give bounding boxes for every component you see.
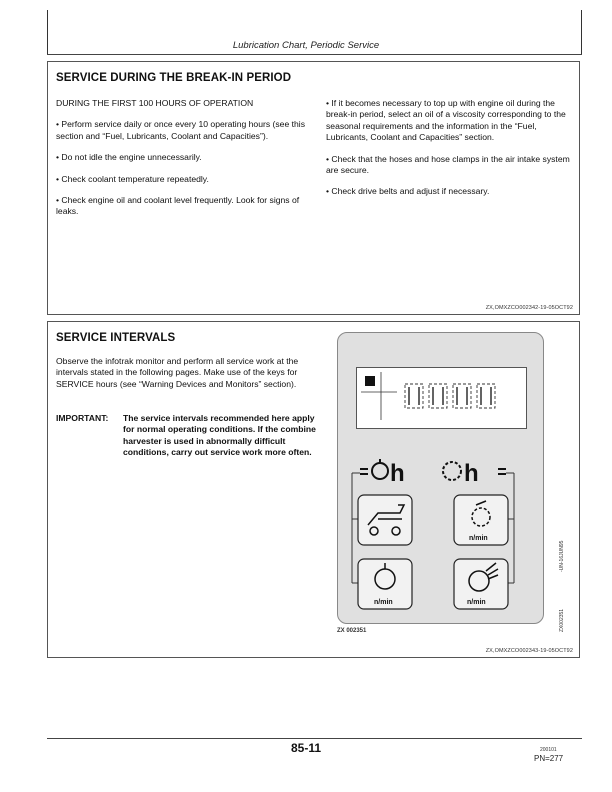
header-rule	[47, 54, 582, 55]
separator-hours-key-h: h	[464, 460, 479, 487]
break-in-item: • Check coolant temperature repeatedly.	[56, 173, 209, 184]
service-intervals-reference-code: ZX,OMXZCO002343-19-05OCT92	[485, 648, 573, 654]
key-unit-label: n/min	[374, 599, 393, 606]
service-intervals-section	[47, 321, 580, 658]
break-in-column-left	[56, 98, 306, 228]
important-text: The service intervals recommended here apply for normal operating conditions. If the combine harvester is used in abnormally difficult conditions, carry out service work more often.	[123, 413, 316, 458]
break-in-section	[47, 61, 580, 315]
monitor-panel	[337, 332, 544, 624]
break-in-reference-code: ZX,OMXZCO002342-19-05OCT92	[485, 305, 573, 311]
page-number: 85-11	[290, 741, 322, 755]
important-label: IMPORTANT:	[56, 413, 109, 423]
infotrak-monitor-figure	[333, 332, 575, 644]
monitor-display	[356, 367, 527, 429]
footer-pn: PN=277	[534, 754, 564, 763]
break-in-item: • Check engine oil and coolant level frequently. Look for signs of leaks.	[56, 195, 300, 217]
service-intervals-title: SERVICE INTERVALS	[56, 332, 176, 344]
service-intervals-intro: Observe the infotrak monitor and perform all service work at the intervals stated in the following pages. Make use of the keys for SERVICE hours (see “Warning Devices and Monitors” section).	[56, 356, 299, 389]
monitor-keys-graphic	[338, 433, 543, 618]
break-in-column-right	[326, 98, 576, 208]
break-in-heading: DURING THE FIRST 100 HOURS OF OPERATION	[56, 98, 254, 108]
break-in-item: • If it becomes necessary to top up with engine oil during the break-in period, select an oil of a viscosity corresponding to the seasonal requirements and the information in the “Fuel, Lubricants, Coolant and Capacities” section.	[326, 98, 566, 143]
key-unit-label: n/min	[469, 535, 488, 542]
page-header-title: Lubrication Chart, Periodic Service	[232, 40, 380, 51]
break-in-item: • Do not idle the engine unnecessarily.	[56, 152, 202, 163]
break-in-title: SERVICE DURING THE BREAK-IN PERIOD	[56, 72, 292, 84]
footer-rule	[47, 738, 582, 739]
footer-code: 200101	[540, 747, 557, 753]
display-graphic	[357, 368, 526, 428]
break-in-item: • Perform service daily or once every 10 operating hours (see this section and “Fuel, Lubricants, Coolant and Capacities”).	[56, 119, 306, 141]
break-in-item: • Check drive belts and adjust if necessary.	[326, 186, 490, 197]
engine-hours-key-h: h	[390, 460, 405, 487]
figure-side-code: -UN-16JUN95	[559, 540, 565, 572]
break-in-item: • Check that the hoses and hose clamps in the air intake system are secure.	[326, 153, 570, 176]
key-unit-label: n/min	[467, 599, 486, 606]
figure-side-code: ZX002351	[559, 608, 565, 632]
figure-caption: ZX 002351	[337, 628, 367, 634]
